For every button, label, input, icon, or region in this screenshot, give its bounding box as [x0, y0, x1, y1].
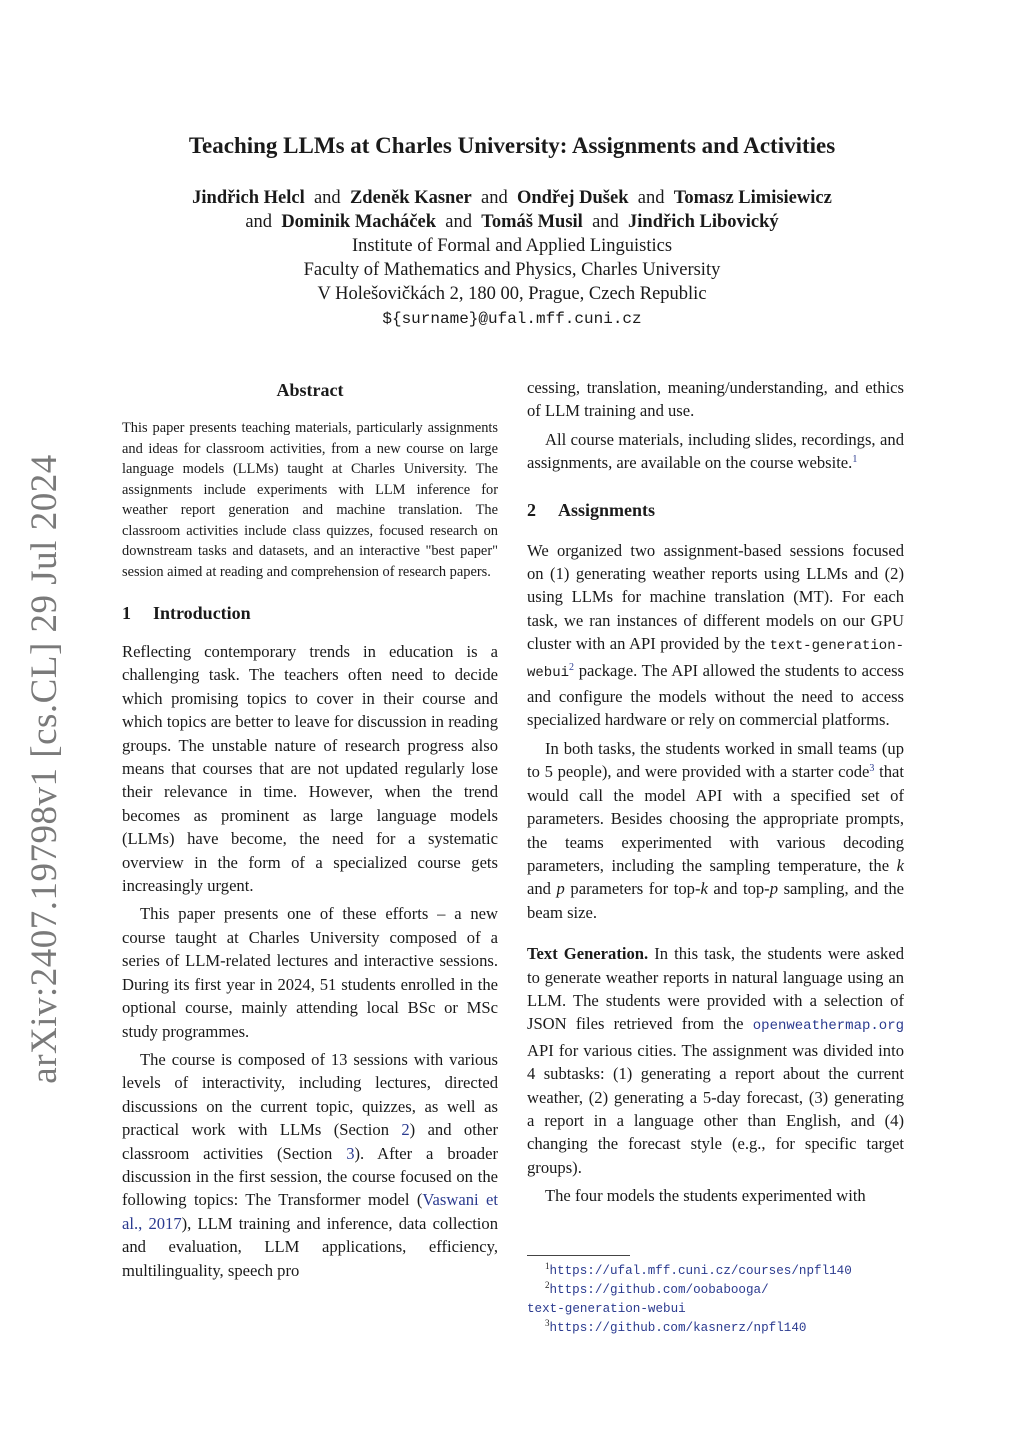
footnote-3: [527, 1318, 904, 1337]
section-number: 1: [122, 603, 131, 623]
affiliation-address: V Holešovičkách 2, 180 00, Prague, Czech Republic: [317, 284, 707, 304]
author-separator: and: [313, 188, 341, 208]
author-list: [112, 186, 912, 234]
footnote-mark: 1: [545, 1261, 550, 1271]
api-name: openweathermap.org: [752, 1018, 904, 1035]
teams-paragraph: [527, 737, 904, 924]
footnote-1: [527, 1261, 904, 1280]
paragraph-heading: Text Generation.: [527, 944, 649, 964]
math-k: k: [896, 855, 904, 875]
course-materials-paragraph: [527, 428, 904, 475]
intro-paragraph-3: [122, 1048, 498, 1282]
arxiv-side-stamp: arXiv:2407.19798v1 [cs.CL] 29 Jul 2024: [24, 454, 65, 1084]
author: Jindřich Libovický: [628, 212, 779, 232]
author-separator: and: [245, 212, 273, 232]
text-run: package. The API allowed the students to access and configure the models without the need to access specialized hardware or rely on commercial platforms.: [527, 660, 904, 730]
intro-paragraph-2: This paper presents one of these efforts – a new course taught at Charles University composed of a series of LLM-related lectures and interactive sessions. During its first year in 2024, 51 students enrolled in the optional course, mainly attending local BSc or MSc study programmes.: [122, 904, 498, 1041]
author: Tomasz Limisiewicz: [673, 188, 832, 208]
section-introduction-heading: [122, 600, 498, 626]
footnote-1-url[interactable]: https://ufal.mff.cuni.cz/courses/npfl140: [549, 1264, 852, 1278]
assignments-paragraph: [527, 539, 904, 732]
footnote-2-url[interactable]: https://github.com/oobabooga/: [549, 1283, 769, 1297]
math-p: p: [769, 879, 779, 899]
text-run: that would call the model API with a specified set of parameters. Besides choosing the appropriate prompts, the teams experimented with various decoding parameters, including the sampling temperature, the: [527, 762, 905, 875]
footnote-2-continuation: [527, 1299, 904, 1318]
affiliation-faculty: Faculty of Mathematics and Physics, Charles University: [303, 260, 721, 280]
author-separator: and: [592, 212, 619, 232]
text-run: In this task, the students were asked to generate weather reports in natural language using an LLM. The students were provided with a selection of JSON files retrieved from the: [527, 944, 904, 1034]
section-assignments-heading: [527, 497, 904, 523]
abstract-text: This paper presents teaching materials, particularly assignments and ideas for classroom activities, from a new course on large language models (LLMs) taught at Charles University. The assignments include experiments with LLM inference for weather report generation and machine translation. The classroom activities include class quizzes, focused research on downstream tasks and datasets, and an interactive "best paper" session aimed at reading and comprehension of research papers.: [122, 420, 498, 580]
abstract-heading: Abstract: [276, 380, 344, 400]
text-run: We organized two assignment-based sessions focused on (1) generating weather reports using LLMs and (2) using LLMs for machine translation (MT). For each task, we ran instances of different models on our GPU cluster with an API provided by the: [527, 540, 904, 654]
footnote-3-url[interactable]: https://github.com/kasnerz/npfl140: [549, 1321, 807, 1335]
footnote-1-marker[interactable]: 1: [852, 454, 858, 466]
footnote-3-marker[interactable]: 3: [869, 763, 875, 775]
author: Jindřich Helcl: [192, 188, 305, 208]
text-run: API for various cities. The assignment was divided into 4 subtasks: (1) generating a report about the current weather, (2) generating a 5-day forecast, (3) generating a report in a language other than English, and (4) changing the forecast style (e.g., for specific target groups).: [527, 1040, 904, 1177]
text-run: parameters for top-: [564, 879, 701, 899]
author-separator: and: [481, 188, 508, 208]
section-2-link[interactable]: 2: [401, 1120, 410, 1140]
footnote-2-marker[interactable]: 2: [569, 661, 575, 673]
text-run: ), LLM training and inference, data collection and evaluation, LLM applications, efficiency, multilinguality, speech pro: [122, 1213, 499, 1280]
section-title: Introduction: [153, 603, 251, 623]
author: Zdeněk Kasner: [349, 188, 472, 208]
author-line-2: [112, 210, 912, 234]
author: Tomáš Musil: [481, 212, 583, 232]
package-name: text-generation-webui: [527, 638, 904, 681]
text-run: The course is composed of 13 sessions with various levels of interactivity, including lectures, directed discussions on the current topic, quizzes, as well as practical work with LLMs (Section: [122, 1049, 498, 1140]
author-separator: and: [445, 212, 472, 232]
intro-paragraph-1: Reflecting contemporary trends in education is a challenging task. The teachers often need to decide which promising topics to cover in their course and which topics are better to leave for discussion in reading groups. The unstable nature of research progress also means that courses that are not updated regularly lose their relevance in time. However, when the trend becomes as prominent as large language models (LLMs) have become, the need for a systematic overview in the form of a specialized course gets increasingly urgent.: [122, 642, 498, 896]
footnote-2: [527, 1280, 904, 1299]
author-email: ${surname}@ufal.mff.cuni.cz: [382, 310, 642, 328]
text-run: ) and other classroom activities (Section: [122, 1120, 498, 1163]
paper-title: Teaching LLMs at Charles University: Assignments and Activities: [188, 133, 836, 158]
text-run: sampling, and the beam size.: [527, 879, 904, 922]
models-paragraph: The four models the students experimented with: [545, 1186, 866, 1206]
author: Dominik Macháček: [281, 212, 436, 232]
author-separator: and: [637, 188, 665, 208]
footnote-mark: 2: [545, 1280, 550, 1290]
text-run: and: [527, 879, 557, 899]
author-line-1: [112, 186, 912, 210]
section-title: Assignments: [558, 499, 656, 520]
paper-header: [112, 128, 912, 332]
text-run: and top-: [707, 879, 770, 899]
citation-vaswani-link[interactable]: Vaswani et al., 2017: [122, 1190, 498, 1233]
author: Ondřej Dušek: [516, 188, 629, 208]
text-generation-paragraph: [527, 942, 904, 1179]
affiliation-institute: Institute of Formal and Applied Linguistics: [351, 236, 673, 256]
footnote-divider: [527, 1255, 630, 1256]
text-run: All course materials, including slides, recordings, and assignments, are available on the course website.: [527, 429, 904, 473]
section-3-link[interactable]: 3: [346, 1143, 355, 1163]
intro-continuation: cessing, translation, meaning/understanding, and ethics of LLM training and use.: [527, 378, 904, 421]
left-column: [122, 376, 498, 1282]
right-column: [527, 376, 904, 1208]
text-run: In both tasks, the students worked in small teams (up to 5 people), and were provided with a starter code: [527, 738, 904, 782]
section-number: 2: [527, 499, 536, 520]
footnote-mark: 3: [545, 1318, 550, 1328]
math-k: k: [700, 879, 708, 899]
footnote-2-url-continuation[interactable]: text-generation-webui: [527, 1302, 686, 1316]
footnotes: [527, 1261, 904, 1337]
math-p: p: [556, 879, 565, 899]
text-run: ). After a broader discussion in the first session, the course focused on the following topics: The Transformer model (: [122, 1143, 498, 1210]
